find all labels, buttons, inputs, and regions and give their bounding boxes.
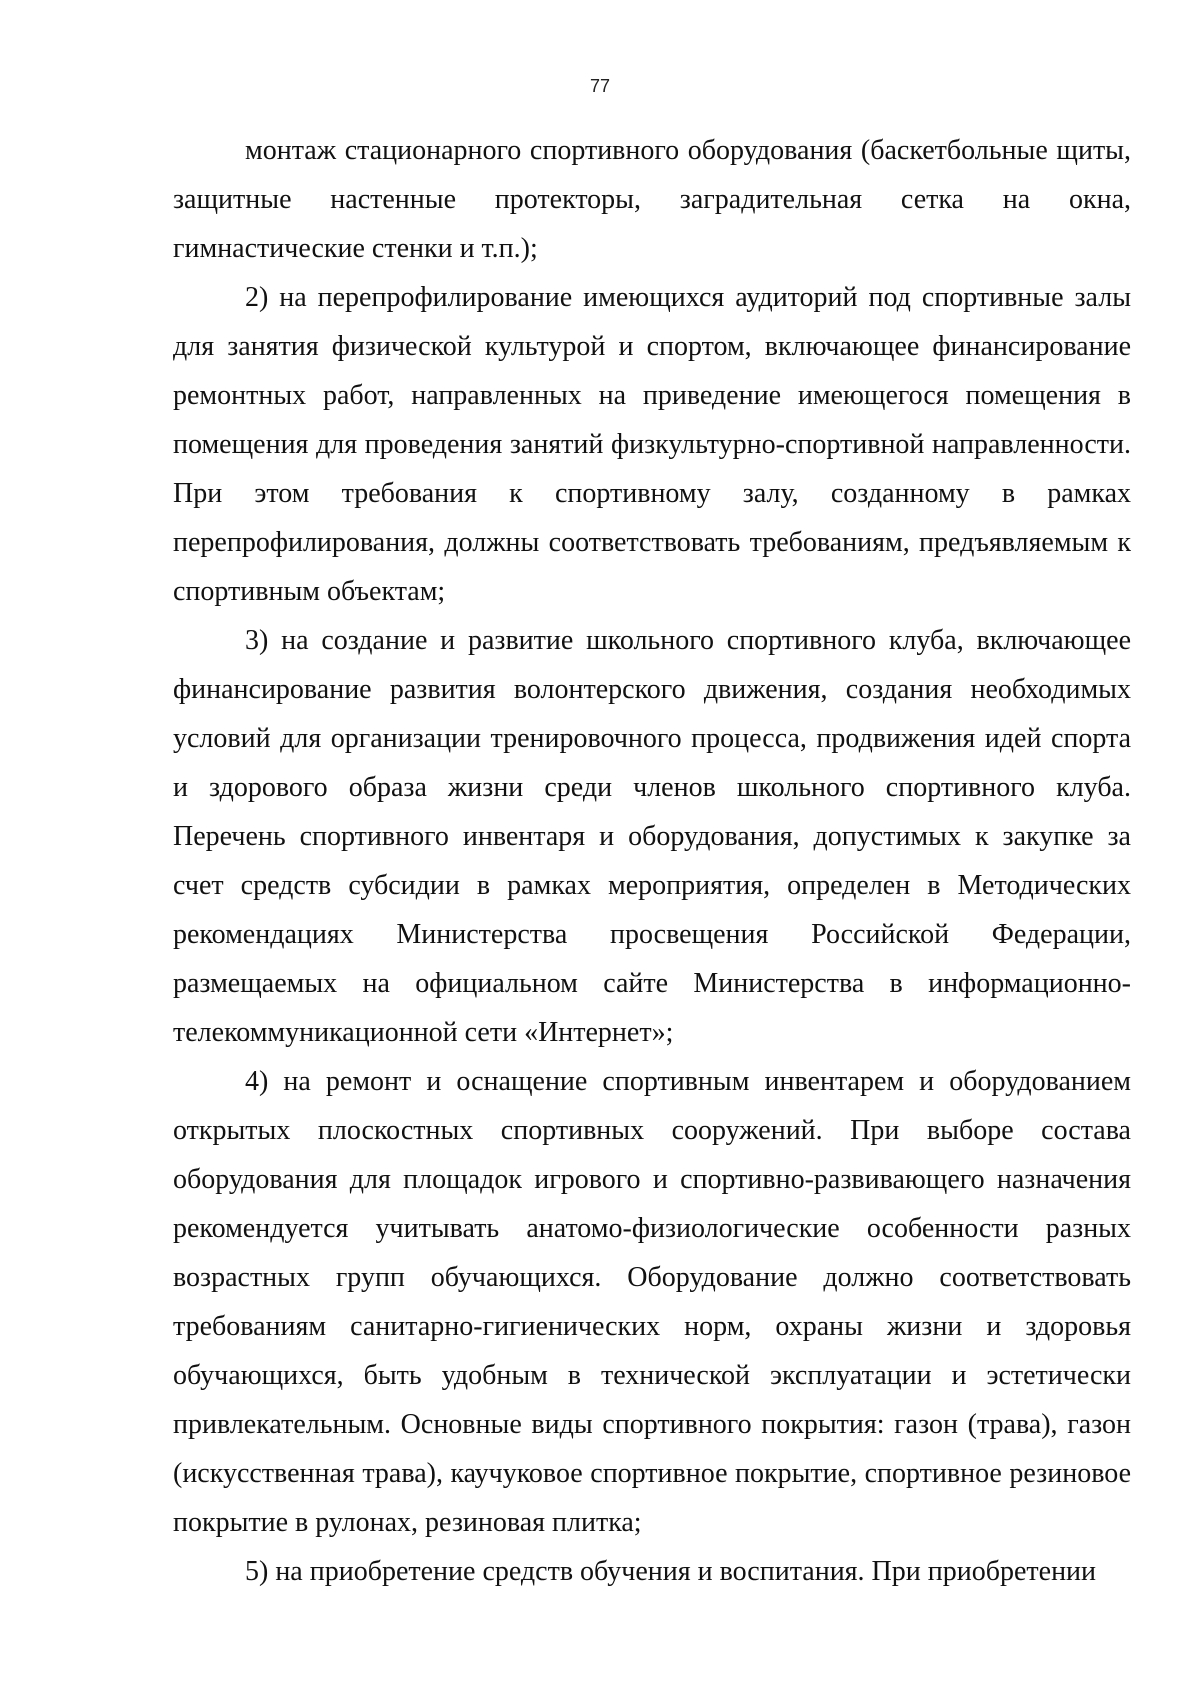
paragraph-item-3: 3) на создание и развитие школьного спортивного клуба, включающее финансирование развития волонтерского движения, создания необходимых условий для организации тренировочного процесса, продвижения идей спорта и здорового образа жизни среди членов школьного спортивного клуба. Перечень спортивного инвентаря и оборудования, допустимых к закупке за счет средств субсидии в рамках мероприятия, определен в Методических рекомендациях Министерства просвещения Российской Федерации, размещаемых на официальном сайте Министерства в информационно-телекоммуникационной сети «Интернет»; — [173, 625, 1131, 1048]
page-number: 77 — [589, 76, 611, 96]
paragraph-item-4: 4) на ремонт и оснащение спортивным инвентарем и оборудованием открытых плоскостных спортивных сооружений. При выборе состава оборудования для площадок игрового и спортивно-развивающего назначения рекомендуется учитывать анатомо-физиологические особенности разных возрастных групп обучающихся. Оборудование должно соответствовать требованиям санитарно-гигиенических норм, охраны жизни и здоровья обучающихся, быть удобным в технической эксплуатации и эстетически привлекательным. Основные виды спортивного покрытия: газон (трава), газон (искусственная трава), каучуковое спортивное покрытие, спортивное резиновое покрытие в рулонах, резиновая плитка; — [173, 1066, 1131, 1538]
paragraph-item-5: 5) на приобретение средств обучения и воспитания. При приобретении — [245, 1556, 1097, 1587]
document-body — [173, 126, 1131, 1596]
paragraph-item-2: 2) на перепрофилирование имеющихся аудиторий под спортивные залы для занятия физической культурой и спортом, включающее финансирование ремонтных работ, направленных на приведение имеющегося помещения в помещения для проведения занятий физкультурно-спортивной направленности. При этом требования к спортивному залу, созданному в рамках перепрофилирования, должны соответствовать требованиям, предъявляемым к спортивным объектам; — [173, 282, 1131, 607]
paragraph-continuation: монтаж стационарного спортивного оборудования (баскетбольные щиты, защитные настенные протекторы, заградительная сетка на окна, гимнастические стенки и т.п.); — [173, 135, 1131, 264]
